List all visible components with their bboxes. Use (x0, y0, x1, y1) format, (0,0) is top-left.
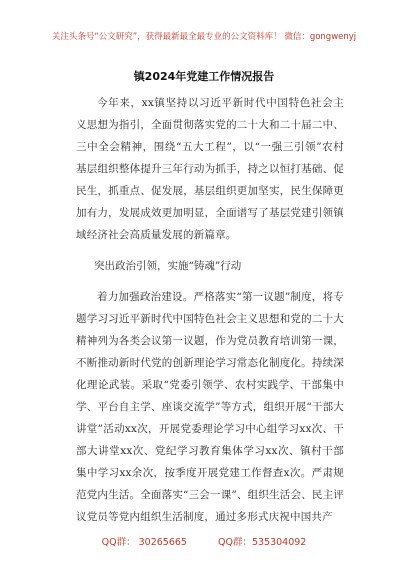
promo-banner: 关注头条号“公文研究”，获得最新最全最专业的公文资料库！ 微信：gongwenyj (51, 32, 357, 42)
intro-text: 今年来，xx镇坚持以习近平新时代中国特色社会主义思想为指引，全面贯彻落实党的二十大和二十届二中、三中全会精神，围绕“五大工程”，以“一强三引领”农村基层组织整体提升三年行动为抓手，持之以恒打基础、促民生，抓重点、促发展，基层组织更加坚实，民生保障更加有力，发展成效更加明显，全面谱写了基层党建引领镇域经济社会高质量发展的新篇章。 (76, 97, 344, 241)
section-text: 着力加强政治建设。严格落实“第一议题”制度，将专题学习习近平新时代中国特色社会主义思想和党的二十大精神列为各类会议第一议题，作为党员教育培训第一课，不断推动新时代党的创新理论学习常态化制度化。持续深化理论武装。采取“党委引领学、农村实践学、干部集中学、平台自主学、座谈交流学”等方式，组织开展“干部大讲堂”活动xx次，开展党委理论学习中心组学习xx次、干部大讲堂xx次、党纪学习教育集体学习xx次、镇村干部集中学习xx余次，按季度开展党建工作督查x次。严肃规范党内生活。全面落实“三会一课”、组织生活会、民主评议党员等党内组织生活制度，通过多形式庆祝中国共产 (76, 291, 344, 523)
intro-paragraph (76, 92, 344, 246)
section-paragraph (76, 286, 344, 528)
qq-group-1: QQ群： 30265665 (101, 537, 187, 548)
footer-contact (0, 534, 408, 548)
section-heading: 突出政治引领，实施“铸魂”行动 (94, 260, 242, 272)
document-title: 镇2024年党建工作情况报告 (133, 70, 275, 83)
qq-group-2: QQ群：535304092 (218, 537, 307, 548)
